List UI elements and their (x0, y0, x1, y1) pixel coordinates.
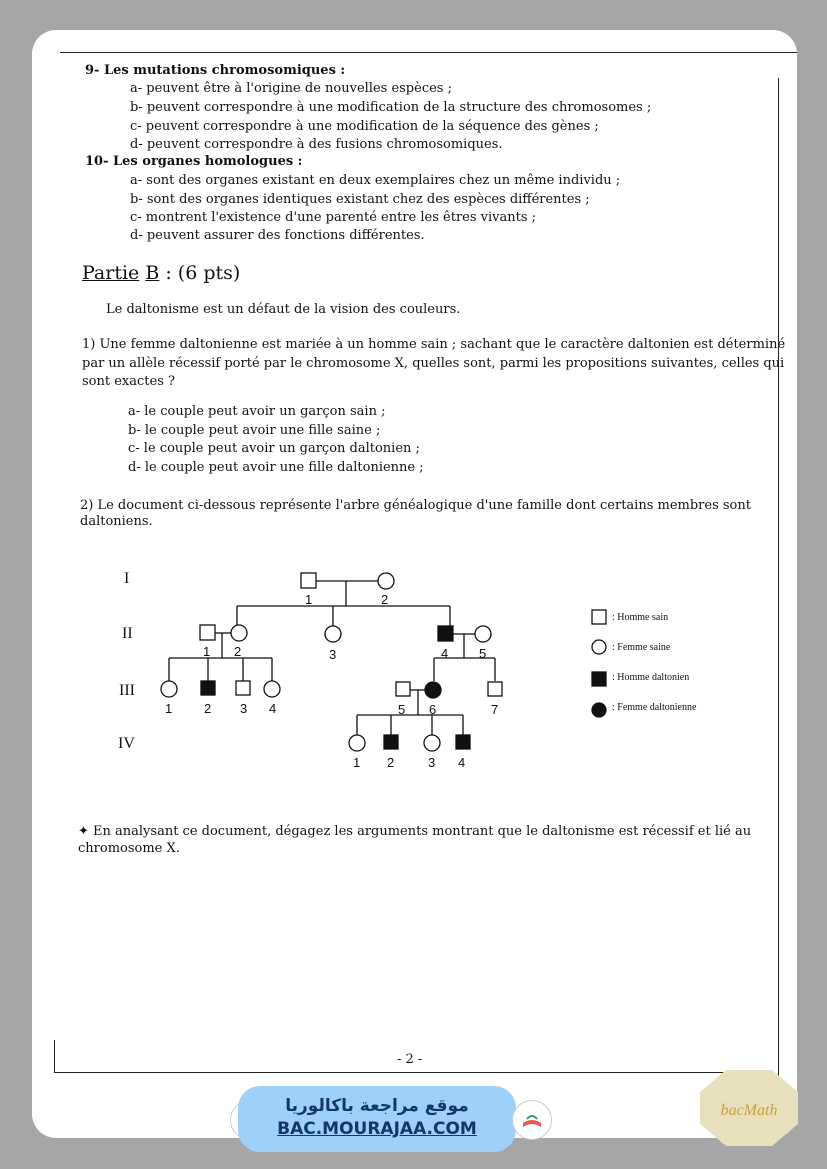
q9-option-a: a- peuvent être à l'origine de nouvelles espèces ; (130, 81, 452, 96)
gen3-affected-male-2 (201, 681, 215, 695)
badge-text: bacMath (720, 1102, 778, 1119)
q1-line1: 1) Une femme daltonienne est mariée à un homme sain ; sachant que le caractère daltonien est déterminé (82, 337, 786, 352)
exam-page (32, 30, 797, 1138)
gen2-female-5 (475, 626, 491, 642)
q10-option-b: b- sont des organes identiques existant chez des espèces différentes ; (130, 192, 590, 207)
id-III-5: 5 (398, 702, 406, 717)
gen4-affected-male-4 (456, 735, 470, 749)
gen2-female-3 (325, 626, 341, 642)
id-III-4: 4 (269, 701, 277, 716)
gen3-male-5 (396, 682, 410, 696)
q10-option-d: d- peuvent assurer des fonctions différentes. (130, 228, 425, 243)
id-II-3: 3 (329, 647, 337, 662)
page-number: - 2 - (397, 1052, 423, 1067)
intro-text: Le daltonisme est un défaut de la vision des couleurs. (106, 302, 461, 317)
id-IV-3: 3 (428, 755, 436, 770)
q9-option-c: c- peuvent correspondre à une modification de la séquence des gènes ; (130, 119, 599, 134)
bacmath-badge (698, 1068, 800, 1148)
gen4-female-3 (424, 735, 440, 751)
id-II-4: 4 (441, 646, 449, 661)
legend-healthy-female-label: : Femme saine (612, 642, 671, 653)
id-I-1: 1 (305, 592, 313, 607)
gen4-female-1 (349, 735, 365, 751)
gen1-female-2 (378, 573, 394, 589)
id-III-3: 3 (240, 701, 248, 716)
id-II-2: 2 (234, 644, 242, 659)
gen2-female-2 (231, 625, 247, 641)
q2-line1: 2) Le document ci-dessous représente l'arbre généalogique d'une famille dont certains membres sont (80, 498, 751, 513)
q2-line2: daltoniens. (80, 514, 153, 529)
q10-title: 10- Les organes homologues : (85, 154, 303, 169)
q1-line2: par un allèle récessif porté par le chromosome X, quelles sont, parmi les propositions suivantes, celles qui (82, 356, 785, 371)
site-banner[interactable] (238, 1086, 516, 1152)
legend-affected-male-label: : Homme daltonien (612, 672, 690, 683)
q9-option-b: b- peuvent correspondre à une modification de la structure des chromosomes ; (130, 100, 652, 115)
q1-option-a: a- le couple peut avoir un garçon sain ; (128, 404, 386, 419)
site-logo-right (512, 1100, 552, 1140)
legend-affected-female-label: : Femme daltonienne (612, 702, 697, 713)
book-icon (513, 1101, 551, 1139)
gen3-female-1 (161, 681, 177, 697)
banner-arabic-title: موقع مراجعة باكالوريا (285, 1096, 469, 1116)
frame-line-left (54, 1040, 55, 1072)
id-I-2: 2 (381, 592, 389, 607)
gen3-male-7 (488, 682, 502, 696)
partie-letter: B (145, 262, 160, 284)
gen-label-III: III (119, 682, 135, 699)
pedigree-chart (32, 30, 797, 790)
gen3-male-3 (236, 681, 250, 695)
partie-word: Partie (82, 262, 140, 284)
id-IV-1: 1 (353, 755, 361, 770)
id-III-6: 6 (429, 702, 437, 717)
q10-option-a: a- sont des organes existant en deux exemplaires chez un même individu ; (130, 173, 621, 188)
banner-url[interactable]: BAC.MOURAJAA.COM (277, 1119, 477, 1139)
gen2-male-1 (200, 625, 215, 640)
legend-healthy-male-symbol (592, 610, 606, 624)
task-line1: ✦ En analysant ce document, dégagez les arguments montrant que le daltonisme est récessif et lié au (78, 824, 752, 839)
gen1-male-1 (301, 573, 316, 588)
legend-affected-female-symbol (592, 703, 606, 717)
q1-line3: sont exactes ? (82, 374, 175, 389)
id-III-7: 7 (491, 702, 499, 717)
partie-points: : (6 pts) (159, 262, 241, 284)
gen4-affected-male-2 (384, 735, 398, 749)
gen-label-II: II (122, 625, 133, 642)
q1-option-b: b- le couple peut avoir une fille saine ; (128, 423, 381, 438)
gen-label-I: I (124, 570, 130, 587)
id-II-5: 5 (479, 646, 487, 661)
legend-healthy-male-label: : Homme sain (612, 612, 669, 623)
q9-title: 9- Les mutations chromosomiques : (85, 63, 346, 78)
legend-healthy-female-symbol (592, 640, 606, 654)
id-II-1: 1 (203, 644, 211, 659)
q1-option-c: c- le couple peut avoir un garçon daltonien ; (128, 441, 420, 456)
q9-option-d: d- peuvent correspondre à des fusions chromosomiques. (130, 137, 503, 152)
id-IV-4: 4 (458, 755, 466, 770)
legend-affected-male-symbol (592, 672, 606, 686)
id-III-2: 2 (204, 701, 212, 716)
task-line2: chromosome X. (78, 841, 180, 856)
q1-option-d: d- le couple peut avoir une fille daltonienne ; (128, 460, 424, 475)
id-III-1: 1 (165, 701, 173, 716)
gen3-female-4 (264, 681, 280, 697)
frame-line-bottom (54, 1072, 770, 1073)
id-IV-2: 2 (387, 755, 395, 770)
q10-option-c: c- montrent l'existence d'une parenté entre les êtres vivants ; (130, 210, 537, 225)
gen2-affected-male-4 (438, 626, 453, 641)
gen-label-IV: IV (118, 735, 135, 752)
gen3-affected-female-6 (425, 682, 441, 698)
